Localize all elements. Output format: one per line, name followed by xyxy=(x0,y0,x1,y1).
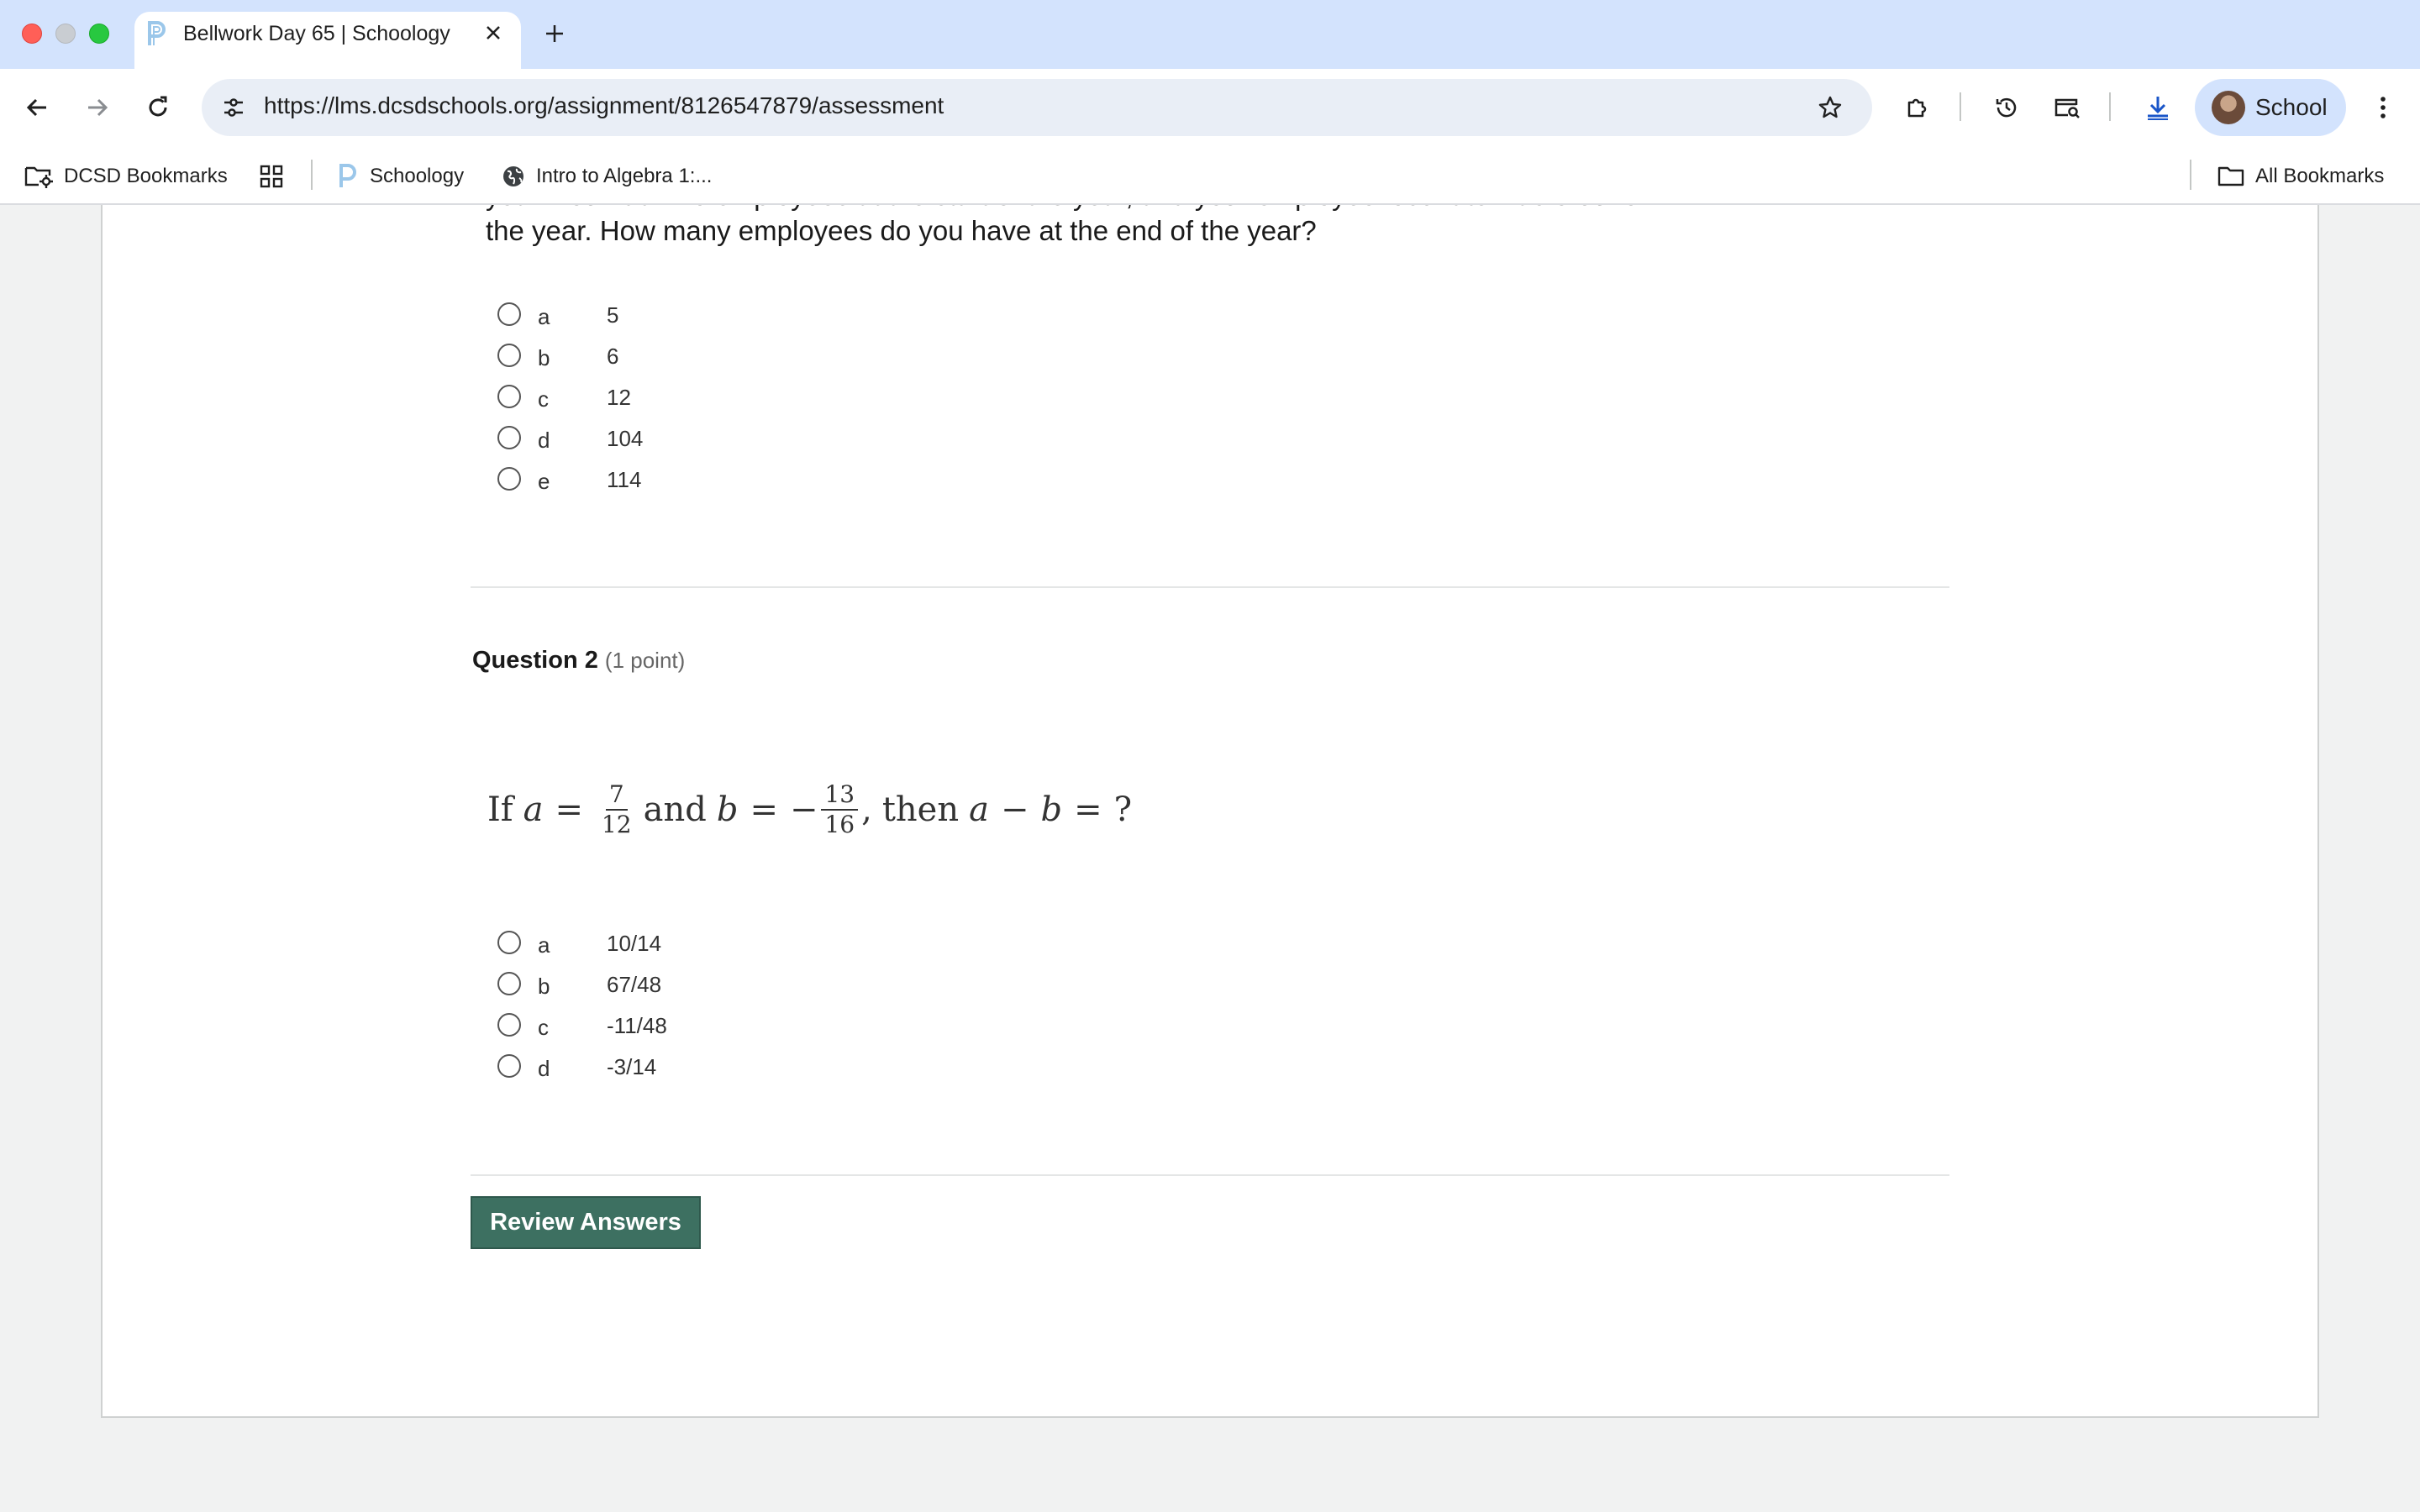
question2-choice-a[interactable] xyxy=(497,927,1002,961)
window-maximize-button[interactable] xyxy=(89,24,109,44)
math-variable: a xyxy=(969,790,989,829)
math-operator: = xyxy=(555,790,583,829)
choice-value: 114 xyxy=(607,467,642,492)
fraction-denominator: 12 xyxy=(601,811,632,838)
review-answers-button[interactable]: Review Answers xyxy=(471,1196,701,1249)
schoology-p-icon xyxy=(336,162,360,191)
history-icon[interactable] xyxy=(1985,86,2028,129)
apps-grid-icon xyxy=(259,164,284,189)
math-text: If xyxy=(487,790,513,829)
choice-letter: d xyxy=(538,428,550,453)
question1-choice-d[interactable] xyxy=(497,423,1002,456)
choice-value: -3/14 xyxy=(607,1054,657,1079)
fraction-b xyxy=(821,780,858,839)
math-operator: − xyxy=(1000,790,1029,829)
radio-button[interactable] xyxy=(497,931,521,954)
all-bookmarks[interactable] xyxy=(2217,160,2384,193)
choice-value: 6 xyxy=(607,344,619,369)
folder-icon xyxy=(2217,165,2245,188)
choice-letter: b xyxy=(538,345,550,370)
bookmark-star-icon[interactable] xyxy=(1808,86,1852,129)
fraction-numerator: 13 xyxy=(821,780,858,811)
assessment-card xyxy=(101,205,2319,1418)
schoology-p-icon xyxy=(143,18,170,49)
radio-button[interactable] xyxy=(497,972,521,995)
window-close-button[interactable] xyxy=(22,24,42,44)
question2-choice-c[interactable] xyxy=(497,1010,1002,1043)
avatar xyxy=(2212,91,2245,124)
question1-choice-c[interactable] xyxy=(497,381,1002,415)
tab-close-icon[interactable] xyxy=(479,18,508,47)
question1-choice-b[interactable] xyxy=(497,340,1002,374)
site-info-icon[interactable] xyxy=(212,86,255,129)
question1-choice-a[interactable] xyxy=(497,299,1002,333)
question-divider xyxy=(471,586,1949,588)
bookmark-separator xyxy=(2190,160,2191,190)
toolbar-separator xyxy=(2109,92,2111,121)
more-menu-icon[interactable] xyxy=(2361,86,2405,129)
choice-value: 5 xyxy=(607,302,619,328)
choice-letter: d xyxy=(538,1056,550,1081)
fraction-a xyxy=(598,780,635,839)
radio-button[interactable] xyxy=(497,426,521,449)
choice-letter: e xyxy=(538,469,550,494)
question1-choice-e[interactable] xyxy=(497,464,1002,497)
choice-value: -11/48 xyxy=(607,1013,667,1038)
toolbar-separator xyxy=(1960,92,1961,121)
bookmark-label: Schoology xyxy=(370,165,465,187)
radio-button[interactable] xyxy=(497,1054,521,1078)
choice-value: 104 xyxy=(607,426,644,451)
back-arrow-icon[interactable] xyxy=(15,86,59,129)
bookmark-label: Intro to Algebra 1:... xyxy=(536,165,713,187)
radio-button[interactable] xyxy=(497,302,521,326)
url-text[interactable]: https://lms.dcsdschools.org/assignment/8126547879/assessment xyxy=(264,92,944,118)
all-bookmarks-label: All Bookmarks xyxy=(2255,165,2385,187)
radio-button[interactable] xyxy=(497,385,521,408)
bookmark-intro-to-algebra[interactable] xyxy=(501,160,712,193)
choice-letter: c xyxy=(538,1015,549,1040)
math-variable: b xyxy=(716,790,739,829)
bookmark-apps[interactable] xyxy=(259,160,294,193)
choice-letter: a xyxy=(538,932,550,958)
question2-heading xyxy=(472,647,685,675)
tab-search-icon[interactable] xyxy=(2045,86,2089,129)
math-variable: b xyxy=(1040,790,1063,829)
new-tab-icon[interactable] xyxy=(538,17,571,50)
math-text: then xyxy=(881,790,960,829)
window-minimize-button[interactable] xyxy=(55,24,76,44)
profile-name: School xyxy=(2255,94,2328,120)
choice-value: 67/48 xyxy=(607,972,662,997)
radio-button[interactable] xyxy=(497,344,521,367)
math-variable: a xyxy=(523,790,544,829)
math-text: and xyxy=(643,790,707,829)
fraction-numerator: 7 xyxy=(606,780,628,811)
question-points: (1 point) xyxy=(604,648,686,673)
download-icon[interactable] xyxy=(2136,86,2180,129)
math-punctuation: , xyxy=(861,790,872,829)
question2-math-expression xyxy=(487,768,1132,852)
math-operator: = xyxy=(750,790,778,829)
globe-icon xyxy=(501,164,526,189)
choice-letter: b xyxy=(538,974,550,999)
question-number: Question 2 xyxy=(472,647,598,674)
radio-button[interactable] xyxy=(497,467,521,491)
radio-button[interactable] xyxy=(497,1013,521,1037)
tab-title: Bellwork Day 65 | Schoology xyxy=(183,22,450,45)
math-operator: = xyxy=(1074,790,1102,829)
question2-choice-b[interactable] xyxy=(497,969,1002,1002)
question2-choice-d[interactable] xyxy=(497,1051,1002,1084)
choice-value: 10/14 xyxy=(607,931,662,956)
math-operator: − xyxy=(789,790,818,829)
bookmark-dcsd-bookmarks[interactable] xyxy=(24,160,228,193)
forward-arrow-icon[interactable] xyxy=(76,86,119,129)
question-divider xyxy=(471,1174,1949,1176)
bookmark-separator xyxy=(311,160,313,190)
choice-value: 12 xyxy=(607,385,631,410)
bookmark-label: DCSD Bookmarks xyxy=(64,165,228,187)
math-punctuation: ? xyxy=(1113,790,1133,829)
question1-text-line: the year. How many employees do you have at the end of the year? xyxy=(486,215,1317,246)
choice-letter: c xyxy=(538,386,549,412)
bookmark-schoology[interactable] xyxy=(336,160,464,193)
reload-icon[interactable] xyxy=(136,86,180,129)
managed-folder-icon xyxy=(24,164,54,189)
extensions-puzzle-icon[interactable] xyxy=(1896,86,1939,129)
fraction-denominator: 16 xyxy=(824,811,855,838)
choice-letter: a xyxy=(538,304,550,329)
